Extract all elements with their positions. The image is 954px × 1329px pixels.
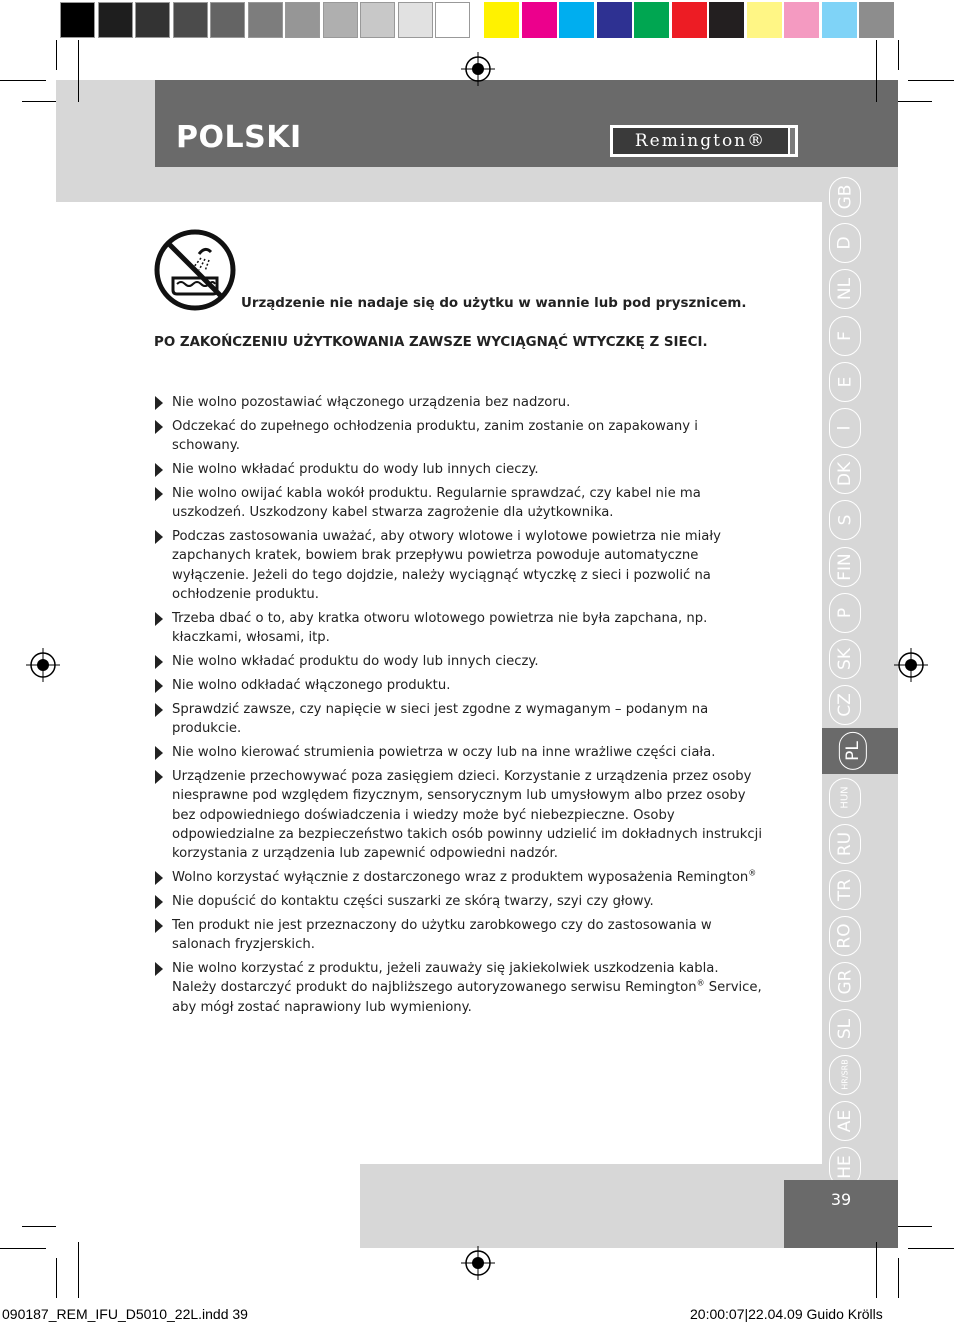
list-item: Sprawdzić zawsze, czy napięcie w sieci jest zgodne z wymaganym – podanym na produkcie.: [152, 700, 764, 739]
safety-heading: PO ZAKOŃCZENIU UŻYTKOWANIA ZAWSZE WYCIĄGNĄĆ WTYCZKĘ Z SIECI.: [154, 335, 708, 350]
remington-logo: [610, 125, 798, 157]
list-item: Nie wolno owijać kabla wokół produktu. Regularnie sprawdzać, czy kabel nie ma uszkodzeń. Uszkodzony kabel stwarza zagrożenie dla użytkownika.: [152, 484, 764, 523]
language-tab-label: DK: [835, 462, 855, 487]
color-swatch: [559, 2, 594, 38]
color-swatch: [597, 2, 632, 38]
language-tab-label: P: [834, 607, 855, 618]
language-tab-label: GB: [835, 184, 855, 210]
registration-mark-icon: [894, 648, 928, 682]
crop-mark: [78, 40, 79, 102]
brand-logo-text: Remington®: [613, 128, 788, 154]
color-swatch: [672, 2, 707, 38]
page-number-box: [784, 1180, 898, 1248]
crop-mark: [908, 80, 954, 81]
list-item: Odczekać do zupełnego ochłodzenia produktu, zanim zostanie on zapakowany i schowany.: [152, 417, 764, 456]
language-tab-p[interactable]: [829, 593, 861, 633]
list-item: Nie wolno wkładać produktu do wody lub innych cieczy.: [152, 652, 764, 671]
language-tab-d[interactable]: [829, 223, 861, 263]
language-tab-hun[interactable]: [829, 778, 861, 818]
color-swatch: [747, 2, 782, 38]
gray-swatch: [173, 2, 208, 38]
crop-mark: [0, 1248, 46, 1249]
color-swatch: [484, 2, 519, 38]
crop-mark: [898, 40, 899, 70]
registration-mark-icon: [461, 52, 495, 86]
gray-swatch: [248, 2, 283, 38]
language-tab-ro[interactable]: [829, 916, 861, 956]
language-tab-label: PL: [839, 733, 867, 771]
language-tab-label: F: [835, 330, 855, 341]
crop-mark: [876, 1242, 877, 1298]
footer-file-name: 090187_REM_IFU_D5010_22L.indd 39: [2, 1306, 248, 1322]
language-tab-fin[interactable]: [829, 547, 861, 587]
footer-stamp: 20:00:07|22.04.09 Guido Krölls: [690, 1306, 883, 1322]
crop-mark: [78, 1242, 79, 1298]
list-item: Podczas zastosowania uważać, aby otwory wlotowe i wylotowe powietrza nie miały zapchanych kratek, bowiem brak przepływu powietrza powoduje automatyczne wyłączenie. Jeżeli do tego dojdzie, należy wyciągnąć wtyczkę z sieci i pozwolić na ochłodzenie produktu.: [152, 527, 764, 605]
color-swatch: [522, 2, 557, 38]
list-item: Nie wolno wkładać produktu do wody lub innych cieczy.: [152, 460, 764, 479]
safety-instructions-list: [152, 393, 764, 1022]
language-tab-label: I: [834, 425, 855, 431]
list-item: Nie dopuścić do kontaktu części suszarki ze skórą twarzy, szyi czy głowy.: [152, 892, 764, 911]
language-tab-label: CZ: [835, 693, 855, 717]
no-bathtub-shower-icon: [153, 228, 237, 312]
list-item: Ten produkt nie jest przeznaczony do użytku zarobkowego czy do zastosowania w salonach fryzjerskich.: [152, 916, 764, 955]
language-tab-label: AE: [835, 1109, 855, 1133]
language-tab-sl[interactable]: [829, 1009, 861, 1049]
color-swatch: [784, 2, 819, 38]
crop-mark: [876, 40, 877, 102]
crop-mark: [22, 101, 56, 102]
gray-swatch: [98, 2, 133, 38]
gray-swatch: [210, 2, 245, 38]
crop-mark: [898, 1226, 932, 1227]
language-tab-label: TR: [834, 878, 855, 902]
language-tab-tr[interactable]: [829, 870, 861, 910]
gray-swatch: [435, 2, 470, 38]
language-tab-label: HUN: [839, 786, 851, 809]
language-tab-i[interactable]: [829, 408, 861, 448]
crop-mark: [56, 1258, 57, 1298]
language-tab-sk[interactable]: [829, 639, 861, 679]
language-tab-label: FIN: [834, 552, 855, 581]
gray-swatch: [285, 2, 320, 38]
registration-mark-icon: [461, 1246, 495, 1280]
language-tab-ru[interactable]: [829, 824, 861, 864]
language-tab-label: RO: [834, 923, 855, 949]
language-tab-hr-srb[interactable]: [829, 1055, 861, 1095]
gray-swatch: [60, 2, 95, 38]
language-tab-label: HE: [835, 1155, 855, 1179]
gray-swatch: [323, 2, 358, 38]
page-title: POLSKI: [176, 120, 302, 155]
page-number: 39: [830, 1190, 852, 1209]
color-swatch: [634, 2, 669, 38]
registration-mark-icon: [26, 648, 60, 682]
warning-text: Urządzenie nie nadaje się do użytku w wannie lub pod prysznicem.: [241, 296, 747, 311]
list-item: Urządzenie przechowywać poza zasięgiem dzieci. Korzystanie z urządzenia przez osoby niesprawne pod względem fizycznym, sensorycznym lub umysłowym albo przez osoby bez odpowiedniego doświadczenia i wiedzy może być niebezpieczne. Osoby odpowiedzialne za bezpieczeństwo takich osób powinny udzielić im dokładnych instrukcji korzystania z urządzenia lub zapewnić odpowiedni nadzór.: [152, 767, 764, 864]
color-swatch: [822, 2, 857, 38]
crop-mark: [22, 1226, 56, 1227]
language-tab-ae[interactable]: [829, 1101, 861, 1141]
list-item: Nie wolno korzystać z produktu, jeżeli zauważy się jakiekolwiek uszkodzenia kabla. Należy dostarczyć produkt do najbliższego autoryzowanego serwisu Remington® Service, aby mógł zostać naprawiony lub wymieniony.: [152, 959, 764, 1017]
list-item: Nie wolno kierować strumienia powietrza w oczy lub na inne wrażliwe części ciała.: [152, 743, 764, 762]
language-tab-label: RU: [834, 831, 855, 856]
crop-mark: [0, 80, 46, 81]
language-tab-gr[interactable]: [829, 962, 861, 1002]
language-tab-label: NL: [834, 278, 855, 301]
color-swatch: [709, 2, 744, 38]
language-tab-e[interactable]: [829, 362, 861, 402]
gray-swatch: [360, 2, 395, 38]
crop-mark: [908, 1248, 954, 1249]
gray-swatch: [398, 2, 433, 38]
language-tab-nl[interactable]: [829, 269, 861, 309]
language-tab-s[interactable]: [829, 500, 861, 540]
language-tab-label: GR: [835, 969, 855, 995]
language-tab-label: D: [835, 236, 855, 250]
language-tab-gb[interactable]: [829, 177, 861, 217]
color-swatch: [859, 2, 894, 38]
language-tab-dk[interactable]: [829, 454, 861, 494]
list-item: Nie wolno pozostawiać włączonego urządzenia bez nadzoru.: [152, 393, 764, 412]
language-tab-label: S: [834, 514, 855, 526]
language-tab-label: SL: [834, 1018, 855, 1039]
crop-mark: [898, 1258, 899, 1298]
language-tab-f[interactable]: [829, 316, 861, 356]
language-tab-cz[interactable]: [829, 685, 861, 725]
crop-mark: [898, 101, 932, 102]
language-tab-pl[interactable]: [822, 728, 898, 774]
list-item: Nie wolno odkładać włączonego produktu.: [152, 676, 764, 695]
gray-swatch: [135, 2, 170, 38]
crop-mark: [56, 40, 57, 70]
language-tab-label: SK: [834, 648, 855, 670]
language-tab-label: E: [835, 376, 855, 388]
list-item: Trzeba dbać o to, aby kratka otworu wlotowego powietrza nie była zapchana, np. kłaczkami, włosami, itp.: [152, 609, 764, 648]
language-tab-label: HR/SRB: [840, 1059, 850, 1090]
list-item: Wolno korzystać wyłącznie z dostarczonego wraz z produktem wyposażenia Remington®: [152, 868, 764, 887]
